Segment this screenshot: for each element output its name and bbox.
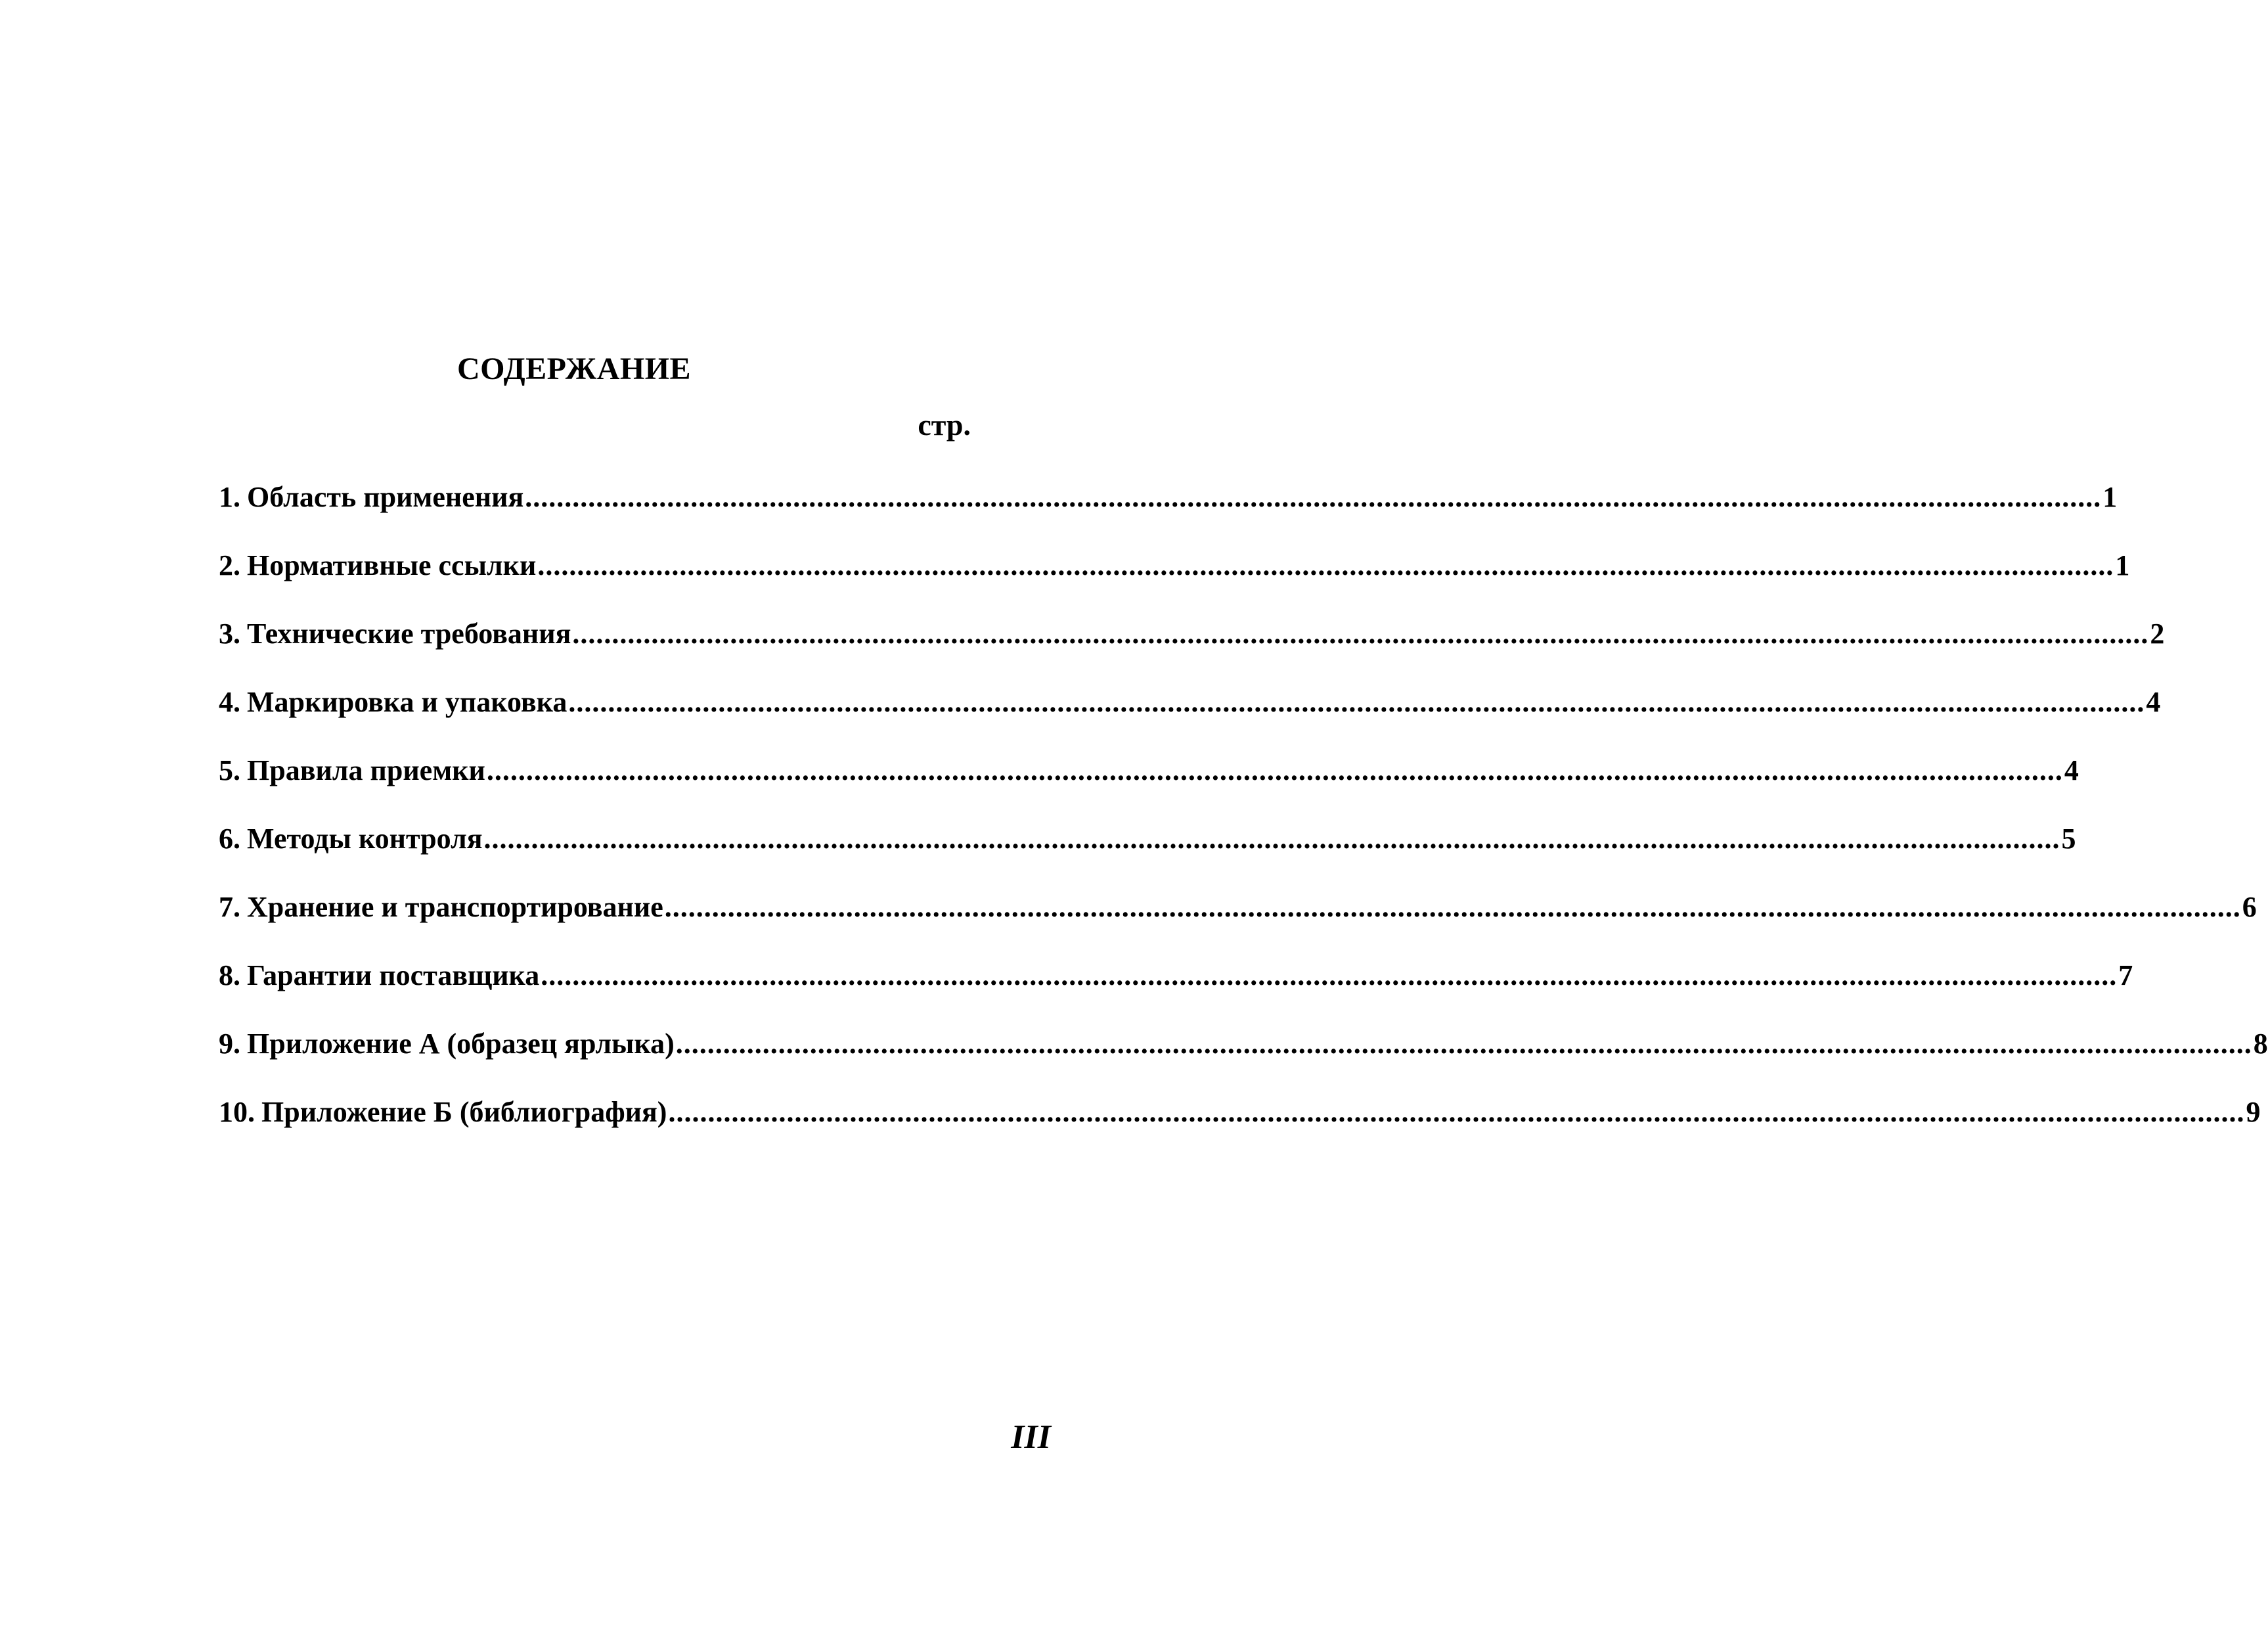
toc-dot-leader: ........................................................................................................................................................................................................ xyxy=(664,891,2241,923)
toc-entry-number: 7. xyxy=(219,891,240,923)
toc-entry-page: 2 xyxy=(2150,618,2165,650)
toc-entry-title: Маркировка и упаковка xyxy=(247,686,567,718)
toc-dot-leader: ........................................................................................................................................................................................................ xyxy=(568,686,2145,718)
toc-entry-page: 6 xyxy=(2242,891,2257,923)
toc-entry-number: 2. xyxy=(219,549,240,581)
toc-entry-page: 4 xyxy=(2064,754,2079,786)
toc-entry-title: Нормативные ссылки xyxy=(247,549,537,581)
toc-entry-number: 3. xyxy=(219,618,240,650)
toc-dot-leader: ........................................................................................................................................................................................................ xyxy=(537,549,2114,581)
toc-entry-page: 5 xyxy=(2061,823,2076,855)
toc-entry-page: 1 xyxy=(2102,481,2118,513)
toc-entry-page: 1 xyxy=(2115,549,2130,581)
toc-entry xyxy=(219,873,2257,941)
toc-dot-leader: ........................................................................................................................................................................................................ xyxy=(525,481,2102,513)
toc-dot-leader: ........................................................................................................................................................................................................ xyxy=(572,618,2149,650)
table-of-contents xyxy=(219,463,2268,1146)
toc-entry-page: 7 xyxy=(2118,959,2133,991)
toc-entry xyxy=(219,463,2118,532)
page-folio: III xyxy=(1011,1418,1051,1456)
toc-entry-number: 6. xyxy=(219,823,240,855)
toc-dot-leader: ........................................................................................................................................................................................................ xyxy=(486,754,2063,786)
toc-entry xyxy=(219,668,2161,736)
toc-entry-number: 8. xyxy=(219,959,240,991)
toc-entry-page: 4 xyxy=(2146,686,2161,718)
toc-entry xyxy=(219,532,2130,600)
toc-entry-page: 8 xyxy=(2253,1028,2268,1060)
toc-entry-title: Правила приемки xyxy=(247,754,485,786)
toc-dot-leader: ........................................................................................................................................................................................................ xyxy=(483,823,2060,855)
toc-entry xyxy=(219,736,2079,805)
toc-entry-title: Технические требования xyxy=(247,618,571,650)
toc-entry-title: Приложение Б (библиография) xyxy=(261,1096,667,1128)
page-title: СОДЕРЖАНИЕ xyxy=(456,351,692,386)
toc-entry-number: 10. xyxy=(219,1096,255,1128)
toc-entry-title: Область применения xyxy=(247,481,524,513)
toc-entry-title: Приложение А (образец ярлыка) xyxy=(247,1028,675,1060)
toc-entry-number: 4. xyxy=(219,686,240,718)
toc-entry-title: Гарантии поставщика xyxy=(247,959,540,991)
toc-entry xyxy=(219,1078,2261,1146)
page-column-label: стр. xyxy=(918,408,971,441)
toc-dot-leader: ........................................................................................................................................................................................................ xyxy=(668,1096,2245,1128)
toc-entry-title: Хранение и транспортирование xyxy=(247,891,663,923)
toc-entry xyxy=(219,600,2165,668)
toc-entry xyxy=(219,941,2133,1010)
toc-entry-title: Методы контроля xyxy=(247,823,483,855)
toc-entry-number: 5. xyxy=(219,754,240,786)
toc-entry xyxy=(219,1010,2268,1078)
toc-dot-leader: ........................................................................................................................................................................................................ xyxy=(675,1028,2252,1060)
toc-dot-leader: ........................................................................................................................................................................................................ xyxy=(541,959,2118,991)
toc-entry-page: 9 xyxy=(2246,1096,2261,1128)
toc-entry-number: 9. xyxy=(219,1028,240,1060)
toc-entry xyxy=(219,805,2076,873)
toc-entry-number: 1. xyxy=(219,481,240,513)
